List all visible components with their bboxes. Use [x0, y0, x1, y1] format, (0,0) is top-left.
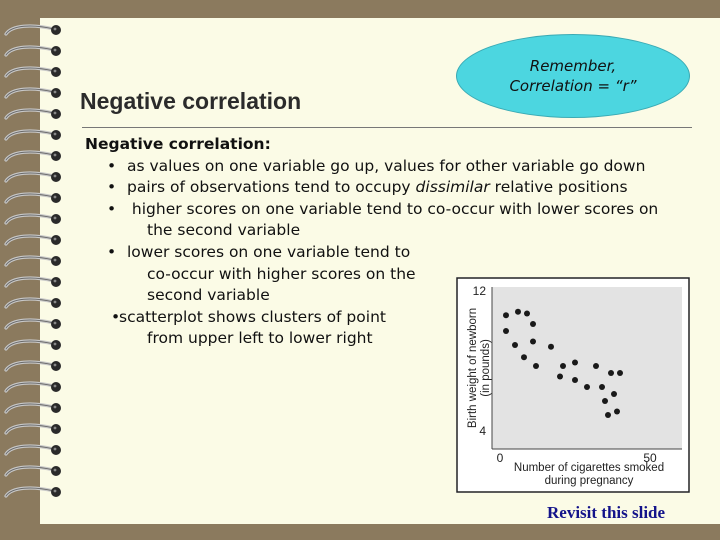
scatter-point: [503, 328, 509, 334]
scatter-point: [572, 360, 578, 366]
x-tick-50: 50: [643, 451, 657, 465]
scatter-point: [617, 370, 623, 376]
spiral-ring: [2, 211, 62, 227]
spiral-ring: [2, 337, 62, 353]
spiral-ring: [2, 421, 62, 437]
spiral-ring: [2, 316, 62, 332]
spiral-ring: [2, 463, 62, 479]
spiral-ring: [2, 85, 62, 101]
scatter-point: [557, 374, 563, 380]
x-tick-0: 0: [496, 451, 504, 465]
scatter-point: [512, 342, 518, 348]
bullet-3: [85, 199, 705, 221]
scatter-point: [608, 370, 614, 376]
bullet-3-cont: the second variable: [147, 221, 301, 240]
scatter-point: [611, 391, 617, 397]
revisit-slide-link[interactable]: Revisit this slide: [547, 503, 666, 522]
spiral-ring: [2, 43, 62, 59]
spiral-ring: [2, 295, 62, 311]
bullet-2-text-post: relative positions: [489, 178, 628, 197]
bullet-dot: •: [107, 199, 117, 218]
bullet-dot: •: [111, 307, 121, 326]
spiral-ring: [2, 484, 62, 500]
spiral-ring: [2, 64, 62, 80]
bullet-4: [85, 242, 705, 264]
spiral-ring: [2, 274, 62, 290]
scatter-point: [572, 377, 578, 383]
spiral-ring: [2, 190, 62, 206]
bullet-2: [85, 177, 705, 199]
bullet-4-cont-2: second variable: [147, 286, 270, 305]
x-axis-label-2: during pregnancy: [544, 475, 634, 487]
bullet-4-cont-1: co-occur with higher scores on the: [147, 264, 416, 283]
bullet-5-text: scatterplot shows clusters of point: [119, 307, 386, 326]
bullet-dot: •: [107, 178, 117, 197]
bullet-2-text-pre: pairs of observations tend to occupy: [127, 178, 416, 197]
spiral-ring: [2, 442, 62, 458]
bullet-4-text: lower scores on one variable tend to: [127, 242, 411, 261]
scatter-point: [548, 344, 554, 350]
spiral-ring: [2, 106, 62, 122]
spiral-ring: [2, 253, 62, 269]
scatter-point: [593, 363, 599, 369]
y-axis-label-1: Birth weight of newborn: [467, 307, 479, 429]
scatterplot-figure: [456, 277, 690, 493]
scatter-point: [524, 311, 530, 317]
spiral-ring: [2, 22, 62, 38]
bullet-5-cont: from upper left to lower right: [147, 329, 373, 348]
spiral-ring: [2, 379, 62, 395]
scatter-point: [602, 398, 608, 404]
x-axis-label-1: Number of cigarettes smoked: [513, 462, 665, 474]
scatter-point: [533, 363, 539, 369]
bullet-1: [85, 156, 705, 178]
scatter-point: [599, 384, 605, 390]
spiral-ring: [2, 358, 62, 374]
reminder-line-1: Remember,: [529, 57, 617, 75]
reminder-bubble: [456, 34, 690, 118]
scatter-point: [584, 384, 590, 390]
scatter-point: [503, 312, 509, 318]
bullet-dot: •: [107, 242, 117, 261]
bullet-2-emphasis: dissimilar: [415, 178, 490, 197]
scatter-point: [521, 354, 527, 360]
scatterplot: [456, 277, 690, 493]
scatter-point: [605, 412, 611, 418]
spiral-ring: [2, 127, 62, 143]
spiral-ring: [2, 148, 62, 164]
bullet-dot: •: [107, 156, 117, 175]
y-tick-4: 4: [479, 424, 486, 438]
y-axis-label-2: (in pounds): [480, 339, 492, 397]
slide-title: Negative correlation: [80, 88, 302, 114]
title-divider: [82, 127, 692, 128]
bullet-3-text: higher scores on one variable tend to co-occur with lower scores on: [127, 199, 659, 218]
scatter-point: [614, 409, 620, 415]
scatter-point: [530, 339, 536, 345]
spiral-ring: [2, 169, 62, 185]
spiral-ring: [2, 400, 62, 416]
body-heading: Negative correlation:: [85, 135, 271, 153]
scatter-point: [530, 321, 536, 327]
bullet-1-text: as values on one variable go up, values for other variable go down: [127, 156, 646, 175]
y-tick-12: 12: [472, 284, 486, 298]
spiral-ring: [2, 232, 62, 248]
scatter-point: [515, 309, 521, 315]
scatter-point: [560, 363, 566, 369]
reminder-line-2: Correlation = “r”: [509, 77, 637, 95]
